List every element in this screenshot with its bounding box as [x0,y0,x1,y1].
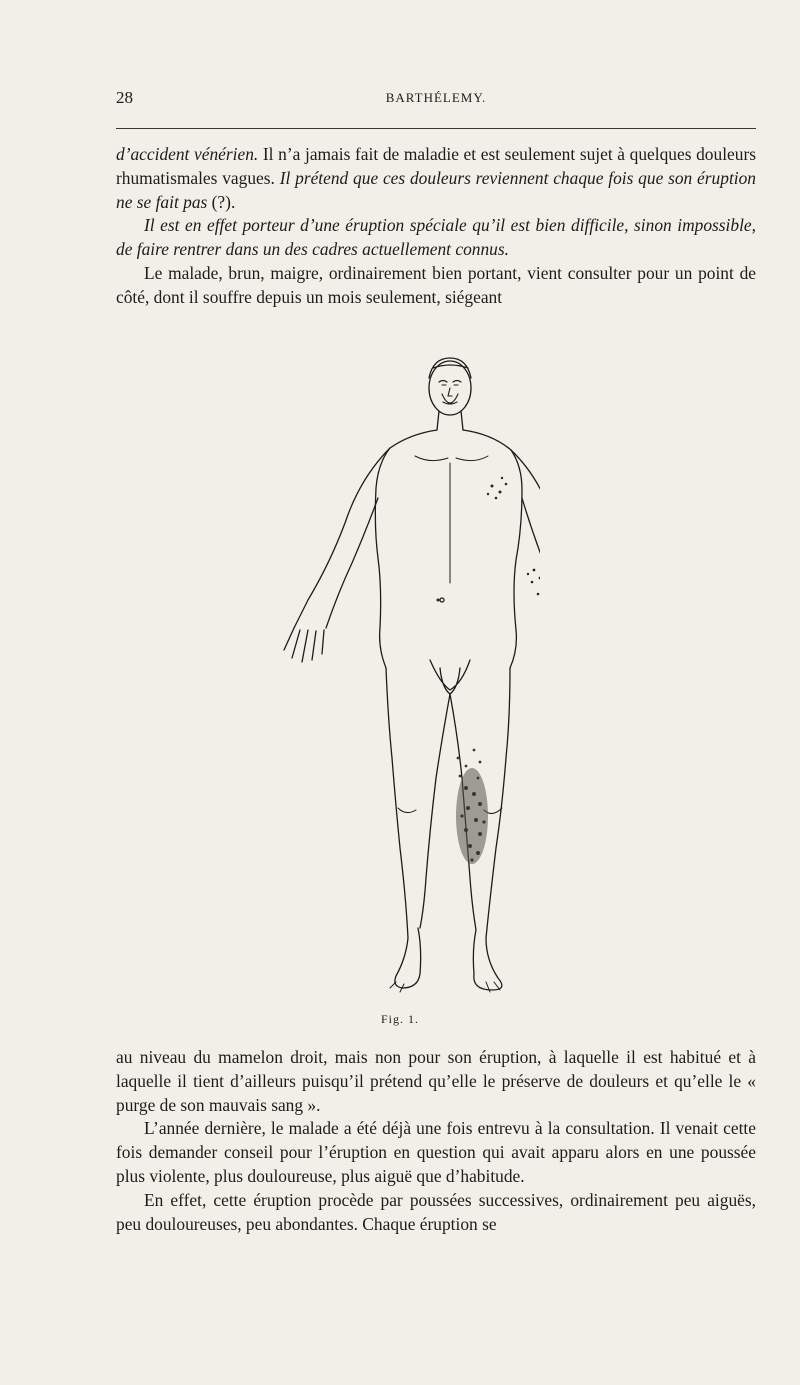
page-number: 28 [116,88,133,107]
chest-lines [415,456,488,583]
header-rule [116,128,756,129]
page-header [116,88,756,118]
running-head: BARTHÉLEMY. [385,90,487,105]
leg-left [386,668,450,988]
text-block-bottom [116,1046,756,1236]
arm-right [511,450,540,573]
eruption-chest-spots [437,477,541,611]
paragraph: En effet, cette éruption procède par poussées successives, ordinairement peu aiguës, peu douloureuses, peu abondantes. Chaque éruption se [116,1189,756,1234]
torso-outline [375,430,522,668]
feet-toes [390,982,500,992]
text-block-top [116,143,756,310]
figure-body-illustration [230,338,540,1008]
hand-left [284,628,324,662]
face [439,381,461,405]
paragraph: d’accident vénérien. Il n’a jamais fait de maladie et est seulement sujet à quelques douleurs rhumatismales vagues. Il prétend que ces douleurs reviennent chaque fois que son éruption ne se fait pas (?). [116,144,756,212]
paragraph: Le malade, brun, maigre, ordinairement bien portant, vient consulter pour un point de côté, dont il souffre depuis un mois seulement, siégeant [116,262,756,307]
paragraph: L’année dernière, le malade a été déjà une fois entrevu à la consultation. Il venait cette fois demander conseil pour l’éruption en question qui avait apparu alors en une poussée plus violente, plus douloureuse, plus aiguë que d’habitude. [116,1118,756,1186]
navel [440,598,444,602]
paragraph: Il est en effet porteur d’une éruption spéciale qu’il est bien difficile, sinon impossible, de faire rentrer dans un des cadres actuellement connus. [116,215,756,260]
pelvis [430,660,470,694]
neck [437,411,463,430]
paragraph: au niveau du mamelon droit, mais non pour son éruption, à laquelle il est habitué et à laquelle il tient d’ailleurs puisqu’il prétend qu’elle le préserve de douleurs et qu’elle le « purge de son mauvais sang ». [116,1047,756,1115]
figure-caption: Fig. 1. [380,1012,419,1026]
